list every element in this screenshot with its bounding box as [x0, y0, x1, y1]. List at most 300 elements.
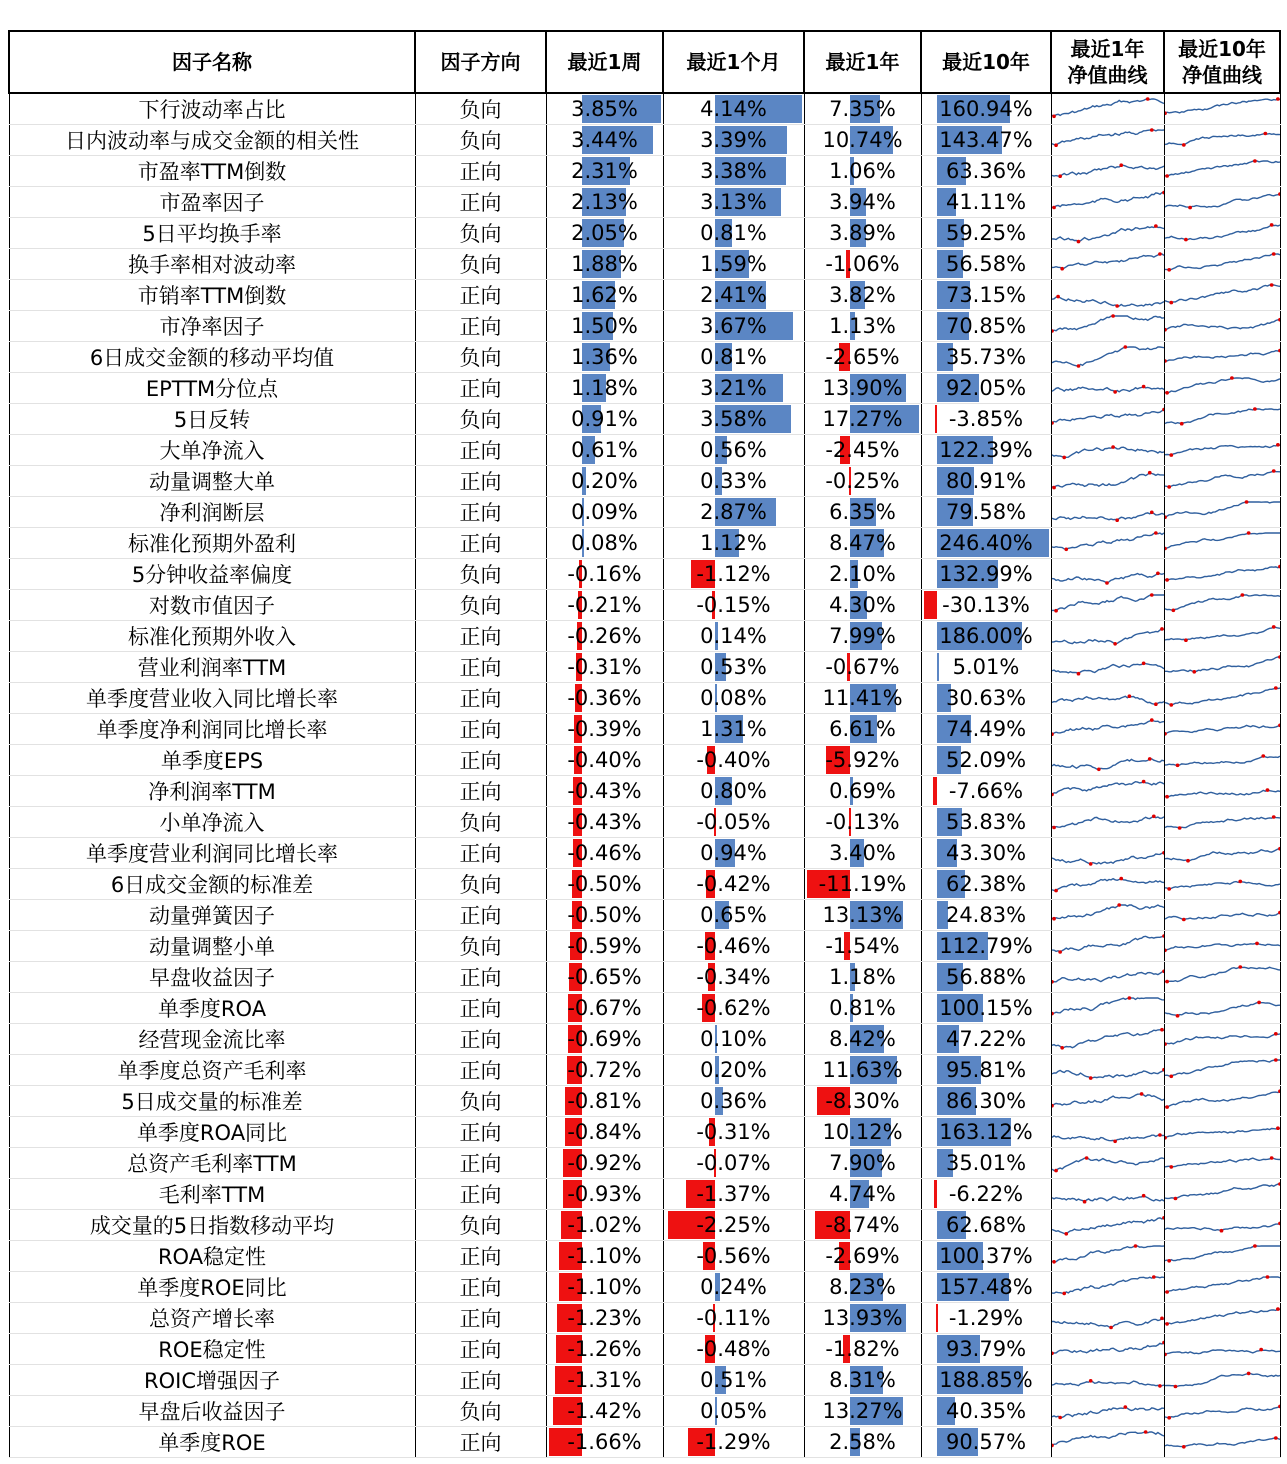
nav-curve-line — [1165, 688, 1280, 705]
cell-1y — [804, 1365, 921, 1396]
nav-curve-sparkline — [1052, 931, 1164, 961]
cell-10y — [921, 745, 1051, 776]
nav-curve-1y-cell — [1051, 1396, 1164, 1427]
nav-curve-1y-cell — [1051, 156, 1164, 187]
nav-curve-high-marker — [1119, 877, 1123, 881]
return-value: 122.39% — [939, 438, 1033, 462]
nav-curve-sparkline — [1052, 1272, 1164, 1302]
nav-curve-1y-cell — [1051, 807, 1164, 838]
nav-curve-sparkline — [1165, 373, 1280, 403]
factor-name-cell: 5日平均换手率 — [9, 218, 415, 249]
header-1y-nav-curve-line2: 净值曲线 — [1067, 63, 1148, 87]
factor-direction-cell: 正向 — [415, 1117, 546, 1148]
table-row — [9, 280, 1280, 311]
return-value: -0.50% — [567, 872, 642, 896]
nav-curve-1y-cell — [1051, 528, 1164, 559]
nav-curve-line — [1165, 378, 1280, 393]
nav-curve-low-marker — [1082, 1200, 1086, 1204]
return-value: -7.66% — [948, 779, 1024, 803]
nav-curve-line — [1052, 316, 1164, 331]
return-value: -2.45% — [825, 438, 900, 462]
return-value: -1.10% — [567, 1244, 642, 1268]
return-value: 73.15% — [945, 283, 1027, 307]
cell-1y — [804, 466, 921, 497]
cell-1w — [546, 1303, 663, 1334]
nav-curve-line — [1165, 1034, 1280, 1044]
cell-1w — [546, 962, 663, 993]
nav-curve-sparkline — [1052, 1303, 1164, 1333]
factor-name-cell: 单季度净利润同比增长率 — [9, 714, 415, 745]
return-value: 62.68% — [945, 1213, 1027, 1237]
nav-curve-sparkline — [1052, 993, 1164, 1023]
nav-curve-line — [1052, 595, 1164, 611]
factor-direction-cell: 负向 — [415, 590, 546, 621]
return-value: 0.09% — [571, 500, 638, 524]
nav-curve-sparkline — [1052, 1241, 1164, 1271]
nav-curve-sparkline — [1165, 559, 1280, 589]
nav-curve-line — [1052, 1381, 1164, 1386]
return-value: 24.83% — [945, 903, 1027, 927]
table-row — [9, 900, 1280, 931]
return-value: 2.13% — [571, 190, 638, 214]
cell-1m — [663, 156, 804, 187]
factor-name-cell: ROE稳定性 — [9, 1334, 415, 1365]
header-recent-1-year[interactable]: 最近1年 — [804, 31, 921, 93]
nav-curve-high-marker — [1271, 469, 1275, 473]
nav-curve-sparkline — [1052, 838, 1164, 868]
return-value: 1.59% — [700, 252, 767, 276]
cell-1y — [804, 683, 921, 714]
cell-1y — [804, 900, 921, 931]
cell-1w — [546, 497, 663, 528]
nav-curve-1y-cell — [1051, 311, 1164, 342]
nav-curve-high-marker — [1151, 815, 1155, 819]
return-value: 0.80% — [700, 779, 767, 803]
return-value: -0.59% — [567, 934, 642, 958]
nav-curve-high-marker — [1276, 1307, 1280, 1311]
factor-direction-cell: 正向 — [415, 280, 546, 311]
return-value: 188.85% — [939, 1368, 1033, 1392]
cell-1y — [804, 311, 921, 342]
nav-curve-sparkline — [1052, 373, 1164, 403]
nav-curve-sparkline — [1052, 1210, 1164, 1240]
cell-10y — [921, 218, 1051, 249]
nav-curve-line — [1165, 1406, 1280, 1417]
return-value: -0.46% — [567, 841, 642, 865]
return-value: 0.20% — [571, 469, 638, 493]
table-row — [9, 869, 1280, 900]
factor-direction-cell: 负向 — [415, 1396, 546, 1427]
cell-10y — [921, 466, 1051, 497]
cell-1m — [663, 497, 804, 528]
nav-curve-high-marker — [1230, 376, 1234, 380]
table-row — [9, 218, 1280, 249]
nav-curve-line — [1052, 1030, 1164, 1048]
nav-curve-high-marker — [1253, 1244, 1257, 1248]
nav-curve-high-marker — [1246, 531, 1250, 535]
cell-10y — [921, 1179, 1051, 1210]
cell-1m — [663, 1241, 804, 1272]
nav-curve-sparkline — [1052, 776, 1164, 806]
cell-1y — [804, 342, 921, 373]
cell-1w — [546, 714, 663, 745]
cell-1y — [804, 652, 921, 683]
nav-curve-1y-cell — [1051, 993, 1164, 1024]
cell-10y — [921, 1148, 1051, 1179]
factor-name-cell: EPTTM分位点 — [9, 373, 415, 404]
return-value: -0.46% — [696, 934, 771, 958]
return-value: -6.22% — [948, 1182, 1024, 1206]
nav-curve-high-marker — [1273, 1436, 1277, 1440]
nav-curve-10y-cell — [1164, 1024, 1280, 1055]
factor-name-cell: 标准化预期外收入 — [9, 621, 415, 652]
nav-curve-sparkline — [1052, 187, 1164, 217]
return-value: 13.27% — [822, 1399, 903, 1423]
header-10y-nav-curve[interactable] — [1164, 31, 1280, 93]
factor-direction-cell: 正向 — [415, 1024, 546, 1055]
nav-curve-sparkline — [1165, 1024, 1280, 1054]
nav-curve-low-marker — [1115, 518, 1119, 522]
return-value: 3.39% — [700, 128, 767, 152]
nav-curve-1y-cell — [1051, 435, 1164, 466]
nav-curve-line — [1052, 297, 1164, 306]
nav-curve-sparkline — [1165, 1334, 1280, 1364]
nav-curve-line — [1165, 657, 1280, 672]
cell-1m — [663, 1334, 804, 1365]
factor-name-cell: 早盘收益因子 — [9, 962, 415, 993]
nav-curve-high-marker — [1273, 686, 1277, 690]
nav-curve-high-marker — [1255, 942, 1259, 946]
nav-curve-low-marker — [1115, 304, 1119, 308]
header-recent-10-years[interactable]: 最近10年 — [921, 31, 1051, 93]
cell-1w — [546, 869, 663, 900]
cell-1m — [663, 776, 804, 807]
factor-name-cell: 大单净流入 — [9, 435, 415, 466]
nav-curve-high-marker — [1238, 965, 1242, 969]
nav-curve-line — [1052, 1070, 1164, 1078]
nav-curve-low-marker — [1060, 267, 1064, 271]
cell-1y — [804, 497, 921, 528]
nav-curve-1y-cell — [1051, 590, 1164, 621]
cell-10y — [921, 435, 1051, 466]
nav-curve-line — [1165, 320, 1280, 330]
nav-curve-sparkline — [1165, 528, 1280, 558]
nav-curve-high-marker — [1160, 1028, 1164, 1032]
nav-curve-line — [1165, 161, 1280, 176]
nav-curve-1y-cell — [1051, 652, 1164, 683]
nav-curve-10y-cell — [1164, 93, 1280, 125]
nav-curve-high-marker — [1273, 1058, 1277, 1062]
cell-1y — [804, 931, 921, 962]
nav-curve-line — [1165, 134, 1280, 145]
nav-curve-sparkline — [1052, 652, 1164, 682]
return-value: 56.88% — [945, 965, 1027, 989]
nav-curve-1y-cell — [1051, 466, 1164, 497]
header-1y-nav-curve[interactable] — [1051, 31, 1164, 93]
factor-direction-cell: 负向 — [415, 93, 546, 125]
return-value: -0.05% — [696, 810, 771, 834]
return-value: 1.18% — [571, 376, 638, 400]
table-row — [9, 93, 1280, 125]
return-value: -2.25% — [696, 1213, 771, 1237]
return-value: 112.79% — [939, 934, 1033, 958]
return-value: -0.50% — [567, 903, 642, 927]
cell-1w — [546, 93, 663, 125]
nav-curve-sparkline — [1165, 993, 1280, 1023]
nav-curve-line — [1052, 130, 1164, 145]
return-value: 186.00% — [939, 624, 1033, 648]
cell-1m — [663, 342, 804, 373]
nav-curve-high-marker — [1084, 1156, 1088, 1160]
nav-curve-line — [1052, 1196, 1164, 1202]
nav-curve-low-marker — [1058, 174, 1062, 178]
return-value: -0.31% — [567, 655, 642, 679]
factor-direction-cell: 正向 — [415, 1055, 546, 1086]
return-value: 3.44% — [571, 128, 638, 152]
nav-curve-low-marker — [1076, 672, 1080, 676]
cell-10y — [921, 249, 1051, 280]
nav-curve-sparkline — [1165, 683, 1280, 713]
nav-curve-sparkline — [1052, 125, 1164, 155]
return-value: 56.58% — [945, 252, 1027, 276]
nav-curve-line — [1052, 1246, 1164, 1262]
nav-curve-1y-cell — [1051, 931, 1164, 962]
cell-1y — [804, 962, 921, 993]
nav-curve-low-marker — [1173, 1385, 1177, 1389]
cell-1y — [804, 1024, 921, 1055]
factor-direction-cell: 正向 — [415, 1179, 546, 1210]
cell-10y — [921, 652, 1051, 683]
nav-curve-sparkline — [1165, 125, 1280, 155]
nav-curve-sparkline — [1165, 869, 1280, 899]
cell-1m — [663, 1179, 804, 1210]
cell-10y — [921, 807, 1051, 838]
nav-curve-line — [1052, 629, 1164, 644]
factor-name-cell: 标准化预期外盈利 — [9, 528, 415, 559]
nav-curve-sparkline — [1165, 156, 1280, 186]
return-value: -1.23% — [567, 1306, 642, 1330]
return-value: 3.67% — [700, 314, 767, 338]
table-row — [9, 528, 1280, 559]
factor-name-cell: 对数市值因子 — [9, 590, 415, 621]
cell-1m — [663, 931, 804, 962]
return-value: -0.16% — [567, 562, 642, 586]
cell-1m — [663, 218, 804, 249]
nav-curve-low-marker — [1177, 826, 1181, 830]
nav-curve-1y-cell — [1051, 1365, 1164, 1396]
nav-curve-10y-cell — [1164, 838, 1280, 869]
cell-1m — [663, 528, 804, 559]
nav-curve-sparkline — [1165, 1055, 1280, 1085]
nav-curve-sparkline — [1165, 1427, 1280, 1457]
cell-10y — [921, 714, 1051, 745]
cell-1y — [804, 993, 921, 1024]
cell-1y — [804, 1055, 921, 1086]
nav-curve-high-marker — [1278, 847, 1280, 851]
cell-10y — [921, 900, 1051, 931]
return-value: -3.85% — [948, 407, 1024, 431]
cell-1m — [663, 93, 804, 125]
nav-curve-sparkline — [1052, 962, 1164, 992]
table-row — [9, 1334, 1280, 1365]
return-value: 2.31% — [571, 159, 638, 183]
nav-curve-10y-cell — [1164, 280, 1280, 311]
return-value: -30.13% — [942, 593, 1030, 617]
return-value: 13.90% — [822, 376, 903, 400]
return-value: 0.81% — [829, 996, 896, 1020]
return-value: 0.51% — [700, 1368, 767, 1392]
nav-curve-1y-cell — [1051, 280, 1164, 311]
cell-1w — [546, 1334, 663, 1365]
return-value: 11.41% — [822, 686, 903, 710]
return-value: -1.42% — [567, 1399, 642, 1423]
cell-1w — [546, 1272, 663, 1303]
header-factor-name[interactable]: 因子名称 — [9, 31, 415, 93]
table-row — [9, 1210, 1280, 1241]
cell-1y — [804, 93, 921, 125]
return-value: -0.25% — [825, 469, 900, 493]
return-value: -8.30% — [825, 1089, 900, 1113]
cell-1w — [546, 559, 663, 590]
cell-10y — [921, 993, 1051, 1024]
nav-curve-line — [1052, 663, 1164, 673]
nav-curve-low-marker — [1054, 609, 1058, 613]
table-row — [9, 1396, 1280, 1427]
nav-curve-sparkline — [1052, 311, 1164, 341]
cell-1w — [546, 156, 663, 187]
nav-curve-sparkline — [1052, 218, 1164, 248]
return-value: -0.43% — [567, 779, 642, 803]
nav-curve-high-marker — [1056, 295, 1060, 299]
nav-curve-line — [1165, 194, 1280, 208]
nav-curve-low-marker — [1058, 1416, 1062, 1420]
return-value: 74.49% — [945, 717, 1027, 741]
nav-curve-1y-cell — [1051, 93, 1164, 125]
nav-curve-high-marker — [1246, 1372, 1250, 1376]
return-value: 0.61% — [571, 438, 638, 462]
nav-curve-line — [1052, 1218, 1164, 1234]
nav-curve-high-marker — [1276, 97, 1280, 101]
table-row — [9, 1303, 1280, 1334]
return-value: -2.65% — [825, 345, 900, 369]
header-recent-1-month[interactable]: 最近1个月 — [663, 31, 804, 93]
nav-curve-high-marker — [1147, 471, 1151, 475]
return-value: -0.48% — [696, 1337, 771, 1361]
nav-curve-sparkline — [1165, 218, 1280, 248]
nav-curve-high-marker — [1263, 132, 1267, 136]
return-value: -0.81% — [567, 1089, 642, 1113]
nav-curve-low-marker — [1184, 638, 1188, 642]
cell-1y — [804, 559, 921, 590]
cell-1m — [663, 900, 804, 931]
cell-1w — [546, 311, 663, 342]
factor-direction-cell: 正向 — [415, 683, 546, 714]
cell-1w — [546, 931, 663, 962]
nav-curve-high-marker — [1149, 511, 1153, 515]
nav-curve-line — [1165, 99, 1280, 113]
nav-curve-1y-cell — [1051, 1210, 1164, 1241]
nav-curve-low-marker — [1169, 703, 1173, 707]
cell-1y — [804, 528, 921, 559]
nav-curve-low-marker — [1109, 1326, 1113, 1330]
nav-curve-low-marker — [1165, 1105, 1169, 1109]
header-recent-1-week[interactable]: 最近1周 — [546, 31, 663, 93]
nav-curve-line — [1052, 165, 1164, 176]
nav-curve-1y-cell — [1051, 1086, 1164, 1117]
nav-curve-line — [1165, 1091, 1280, 1107]
header-10y-nav-curve-line2: 净值曲线 — [1182, 63, 1262, 87]
cell-1y — [804, 1396, 921, 1427]
cell-1m — [663, 962, 804, 993]
nav-curve-sparkline — [1165, 1396, 1280, 1426]
nav-curve-sparkline — [1052, 745, 1164, 775]
nav-curve-10y-cell — [1164, 683, 1280, 714]
nav-curve-10y-cell — [1164, 590, 1280, 621]
nav-curve-low-marker — [1064, 548, 1068, 552]
nav-curve-line — [1165, 849, 1280, 861]
nav-curve-low-marker — [1169, 1075, 1173, 1079]
nav-curve-low-marker — [1165, 1322, 1169, 1326]
return-value: -0.93% — [567, 1182, 642, 1206]
nav-curve-low-marker — [1062, 456, 1066, 460]
factor-name-cell: 日内波动率与成交金额的相关性 — [9, 125, 415, 156]
nav-curve-line — [1165, 790, 1280, 797]
nav-curve-line — [1052, 879, 1164, 891]
factor-name-cell: 小单净流入 — [9, 807, 415, 838]
return-value: -1.82% — [825, 1337, 900, 1361]
cell-1m — [663, 249, 804, 280]
return-value: -0.31% — [696, 1120, 771, 1144]
cell-1w — [546, 466, 663, 497]
nav-curve-low-marker — [1179, 422, 1183, 426]
nav-curve-line — [1052, 1343, 1164, 1354]
factor-direction-cell: 正向 — [415, 621, 546, 652]
cell-10y — [921, 528, 1051, 559]
factor-name-cell: 单季度ROE — [9, 1427, 415, 1458]
table-row — [9, 497, 1280, 528]
cell-10y — [921, 187, 1051, 218]
nav-curve-sparkline — [1165, 342, 1280, 372]
header-factor-direction[interactable]: 因子方向 — [415, 31, 546, 93]
cell-1w — [546, 838, 663, 869]
table-row — [9, 1117, 1280, 1148]
nav-curve-low-marker — [1167, 268, 1171, 272]
nav-curve-line — [1165, 445, 1280, 455]
return-value: 35.73% — [945, 345, 1027, 369]
factor-name-cell: 6日成交金额的移动平均值 — [9, 342, 415, 373]
return-value: -0.42% — [696, 872, 771, 896]
return-value: -1.29% — [948, 1306, 1024, 1330]
factor-name-cell: 单季度ROE同比 — [9, 1272, 415, 1303]
nav-curve-high-marker — [1141, 780, 1145, 784]
nav-curve-1y-cell — [1051, 1055, 1164, 1086]
nav-curve-sparkline — [1165, 497, 1280, 527]
return-value: -0.39% — [567, 717, 642, 741]
nav-curve-1y-cell — [1051, 621, 1164, 652]
negative-bar — [933, 777, 936, 805]
cell-10y — [921, 1024, 1051, 1055]
nav-curve-high-marker — [1278, 1182, 1280, 1186]
factor-direction-cell: 正向 — [415, 838, 546, 869]
nav-curve-low-marker — [1113, 642, 1117, 646]
negative-bar — [934, 1180, 937, 1208]
cell-1w — [546, 342, 663, 373]
cell-1w — [546, 125, 663, 156]
return-value: -8.74% — [825, 1213, 900, 1237]
return-value: 47.22% — [945, 1027, 1027, 1051]
cell-1w — [546, 900, 663, 931]
factor-direction-cell: 负向 — [415, 125, 546, 156]
